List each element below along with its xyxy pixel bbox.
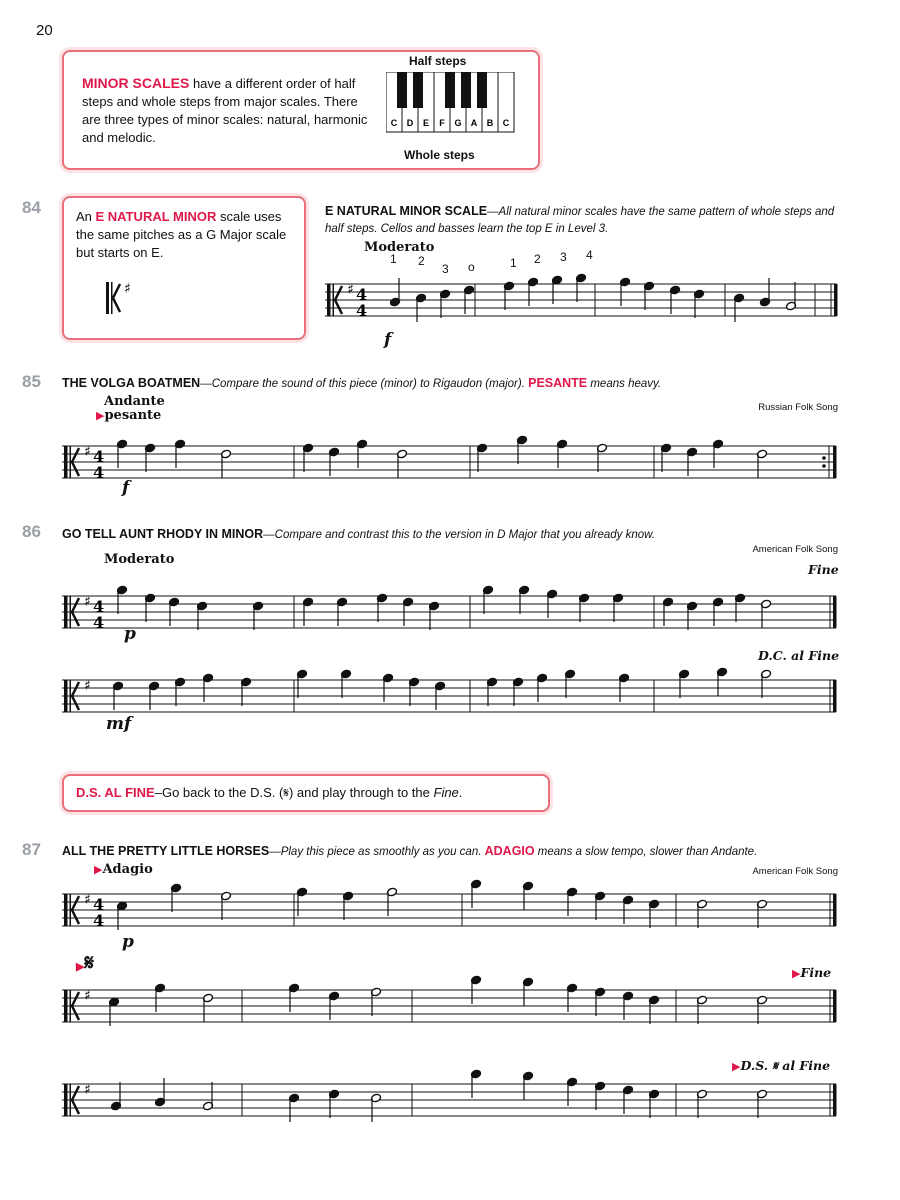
time-signature: 4 xyxy=(93,447,105,466)
note xyxy=(145,593,156,622)
sharp-icon: ♯ xyxy=(84,988,91,1004)
ds-text-post: . xyxy=(458,785,463,800)
sharp-icon: ♯ xyxy=(84,444,91,460)
ex87-title: ALL THE PRETTY LITTLE HORSES xyxy=(62,844,270,858)
ex85-description: —Compare the sound of this piece (minor) to Rigaudon (major). xyxy=(200,378,529,390)
note xyxy=(761,599,772,628)
ex86-dc-al-fine: D.C. al Fine xyxy=(758,648,840,663)
staff-lines xyxy=(62,446,836,478)
final-bar xyxy=(833,990,837,1022)
time-signature: 4 xyxy=(356,301,368,320)
note xyxy=(523,977,534,1006)
ex86-fine: Fine xyxy=(808,562,839,577)
note xyxy=(595,987,606,1016)
sharp-icon: ♯ xyxy=(84,678,91,694)
ex87-segno: ▶𝄋 xyxy=(76,950,94,975)
box-text-body: scale uses the same pitches as a G Major scale but starts on E. xyxy=(76,209,287,260)
finger-2b: 2 xyxy=(534,252,541,266)
ex87-source: American Folk Song xyxy=(752,866,838,877)
note xyxy=(297,669,308,698)
ex87-description-end: means a slow tempo, slower than Andante. xyxy=(534,846,758,858)
note xyxy=(661,443,672,472)
key-signature-staff xyxy=(104,282,269,322)
repeat-bar xyxy=(833,446,837,478)
ex84-dynamic: f xyxy=(384,330,392,350)
ex86-dynamic-mf: mf xyxy=(106,714,132,734)
note xyxy=(649,1089,660,1118)
black-key xyxy=(445,72,455,108)
ex85-source: Russian Folk Song xyxy=(758,402,838,413)
note xyxy=(757,449,768,478)
segno-icon: 𝄋 xyxy=(283,785,289,800)
final-bar xyxy=(833,894,837,926)
minor-scales-body: have a different order of half steps and whole steps from major scales. There are three types of minor scales: natural, harmonic and melodic. xyxy=(82,76,368,145)
note xyxy=(579,593,590,622)
note xyxy=(757,899,768,928)
final-bar xyxy=(833,596,837,628)
finger-1b: 1 xyxy=(510,256,517,270)
note xyxy=(203,1082,214,1111)
note xyxy=(203,993,214,1022)
note xyxy=(761,669,772,698)
note xyxy=(519,585,530,614)
ex85-title-line xyxy=(62,376,661,390)
note xyxy=(694,289,705,318)
ex85-description-end: means heavy. xyxy=(587,378,662,390)
time-signature: 4 xyxy=(93,895,105,914)
note xyxy=(111,1082,122,1111)
note xyxy=(397,449,408,478)
half-steps-label: Half steps xyxy=(409,54,467,68)
finger-open: o xyxy=(468,260,475,274)
ex85-tempo: Andante xyxy=(104,394,165,409)
note xyxy=(649,995,660,1024)
ex87-dynamic: p xyxy=(122,932,134,952)
note xyxy=(679,669,690,698)
note xyxy=(483,585,494,614)
ex87-tempo: ▶Adagio xyxy=(94,862,153,877)
note xyxy=(197,601,208,630)
page-number: 20 xyxy=(36,22,53,39)
time-signature: 4 xyxy=(93,911,105,930)
finger-3: 3 xyxy=(442,262,449,276)
ex85-tempo-2: ▶pesante xyxy=(96,408,162,423)
note xyxy=(241,677,252,706)
note xyxy=(757,1089,768,1118)
note xyxy=(613,593,624,622)
ds-fine: Fine xyxy=(433,785,459,800)
note xyxy=(697,899,708,928)
note xyxy=(565,669,576,698)
sharp-icon: ♯ xyxy=(347,282,354,298)
note xyxy=(487,677,498,706)
keyboard-diagram xyxy=(386,72,516,134)
ex87-staff-1 xyxy=(62,890,838,930)
note xyxy=(371,987,382,1016)
ex85-term: PESANTE xyxy=(528,376,588,390)
ds-al-fine-info-box xyxy=(62,774,550,812)
note xyxy=(175,677,186,706)
sharp-icon: ♯ xyxy=(84,594,91,610)
key-label: C xyxy=(502,118,510,128)
minor-scales-info-box xyxy=(62,50,540,170)
key-label: F xyxy=(439,118,445,128)
key-label: A xyxy=(470,118,478,128)
ex86-dynamic-p: p xyxy=(124,624,136,644)
ex84-fingerings xyxy=(380,248,620,292)
staff-lines xyxy=(62,1084,836,1116)
note xyxy=(757,995,768,1024)
staff-lines xyxy=(62,990,836,1022)
note xyxy=(649,899,660,928)
key-label: G xyxy=(454,118,462,128)
note xyxy=(697,1089,708,1118)
exercise-number-84: 84 xyxy=(22,198,41,217)
note xyxy=(429,601,440,630)
ex85-staff xyxy=(62,442,838,482)
ex87-ds-al-fine: ▶D.S. 𝄋 al Fine xyxy=(732,1058,831,1073)
note xyxy=(343,891,354,920)
ex84-title: E NATURAL MINOR SCALE xyxy=(325,204,488,218)
alto-clef-icon xyxy=(106,282,120,314)
ex86-source: American Folk Song xyxy=(752,544,838,555)
keyboard-svg xyxy=(386,72,516,134)
exercise-number-87: 87 xyxy=(22,840,41,859)
ex84-tempo: Moderato xyxy=(364,240,435,255)
time-signature: 4 xyxy=(93,613,105,632)
note xyxy=(644,281,655,310)
ds-al-fine-heading: D.S. AL FINE xyxy=(76,785,155,800)
note xyxy=(687,601,698,630)
ex86-tempo: Moderato xyxy=(104,552,175,567)
e-natural-minor-text xyxy=(76,208,296,262)
note xyxy=(409,677,420,706)
sharp-icon: ♯ xyxy=(84,1082,91,1098)
ex86-title-line xyxy=(62,527,655,541)
key-label: E xyxy=(422,118,430,128)
note xyxy=(517,435,528,464)
box-text-pre: An xyxy=(76,209,96,224)
ex84-description: —All natural minor scales have the same pattern of whole steps and half steps. Cellos and basses learn the top E in Level 3. xyxy=(325,206,835,235)
time-signature: 4 xyxy=(93,597,105,616)
note xyxy=(440,289,451,318)
black-key xyxy=(477,72,487,108)
note xyxy=(513,677,524,706)
finger-4b: 4 xyxy=(586,248,593,262)
note xyxy=(523,1071,534,1100)
ex86-title: GO TELL AUNT RHODY IN MINOR xyxy=(62,527,264,541)
ex87-staff-2 xyxy=(62,986,838,1026)
key-label: D xyxy=(406,118,414,128)
note xyxy=(477,443,488,472)
note xyxy=(341,669,352,698)
finger-3b: 3 xyxy=(560,250,567,264)
note xyxy=(697,995,708,1024)
note xyxy=(303,443,314,472)
ex86-staff-1 xyxy=(62,592,838,632)
ds-al-fine-text xyxy=(76,785,462,801)
ex85-dynamic: f xyxy=(122,478,130,498)
final-bar xyxy=(834,284,838,316)
time-signature: 4 xyxy=(356,285,368,304)
note xyxy=(253,601,264,630)
whole-steps-label: Whole steps xyxy=(404,148,475,162)
note xyxy=(523,881,534,910)
time-signature: 4 xyxy=(93,463,105,482)
final-bar xyxy=(833,680,837,712)
exercise-number-86: 86 xyxy=(22,522,41,541)
black-key xyxy=(461,72,471,108)
note xyxy=(595,1081,606,1110)
ex87-staff-3 xyxy=(62,1080,838,1120)
key-label: B xyxy=(486,118,494,128)
note xyxy=(117,585,128,614)
note xyxy=(329,1089,340,1118)
final-bar xyxy=(833,1084,837,1116)
note xyxy=(145,443,156,472)
note xyxy=(597,443,608,472)
ex86-staff-2 xyxy=(62,676,838,716)
note xyxy=(717,667,728,696)
minor-scales-text xyxy=(82,74,372,147)
ex84-title-line xyxy=(325,203,845,237)
key-label: C xyxy=(390,118,398,128)
sharp-icon: ♯ xyxy=(124,281,131,297)
ex86-description: —Compare and contrast this to the version in D Major that you already know. xyxy=(263,529,656,541)
ex87-term: ADAGIO xyxy=(484,844,535,858)
finger-1: 1 xyxy=(390,252,397,266)
note xyxy=(221,449,232,478)
exercise-number-85: 85 xyxy=(22,372,41,391)
ex85-title: THE VOLGA BOATMEN xyxy=(62,376,201,390)
note xyxy=(221,891,232,920)
note xyxy=(735,593,746,622)
note xyxy=(595,891,606,920)
segno-icon-2: 𝄋 xyxy=(84,950,94,975)
ds-text-pre: –Go back to the D.S. ( xyxy=(154,785,284,800)
ex87-fine: ▶Fine xyxy=(792,965,832,980)
black-key xyxy=(413,72,423,108)
ex87-title-line xyxy=(62,844,757,858)
note xyxy=(786,282,797,311)
sharp-icon: ♯ xyxy=(84,892,91,908)
staff-lines xyxy=(62,894,836,926)
note xyxy=(171,883,182,912)
e-natural-minor-info-box xyxy=(62,196,306,340)
note xyxy=(377,593,388,622)
ds-text-mid: ) and play through to the xyxy=(288,785,434,800)
e-natural-minor-heading: E NATURAL MINOR xyxy=(95,209,217,224)
minor-scales-heading: MINOR SCALES xyxy=(82,75,190,91)
finger-2: 2 xyxy=(418,254,425,268)
black-key xyxy=(397,72,407,108)
ex87-description: —Play this piece as smoothly as you can. xyxy=(269,846,485,858)
